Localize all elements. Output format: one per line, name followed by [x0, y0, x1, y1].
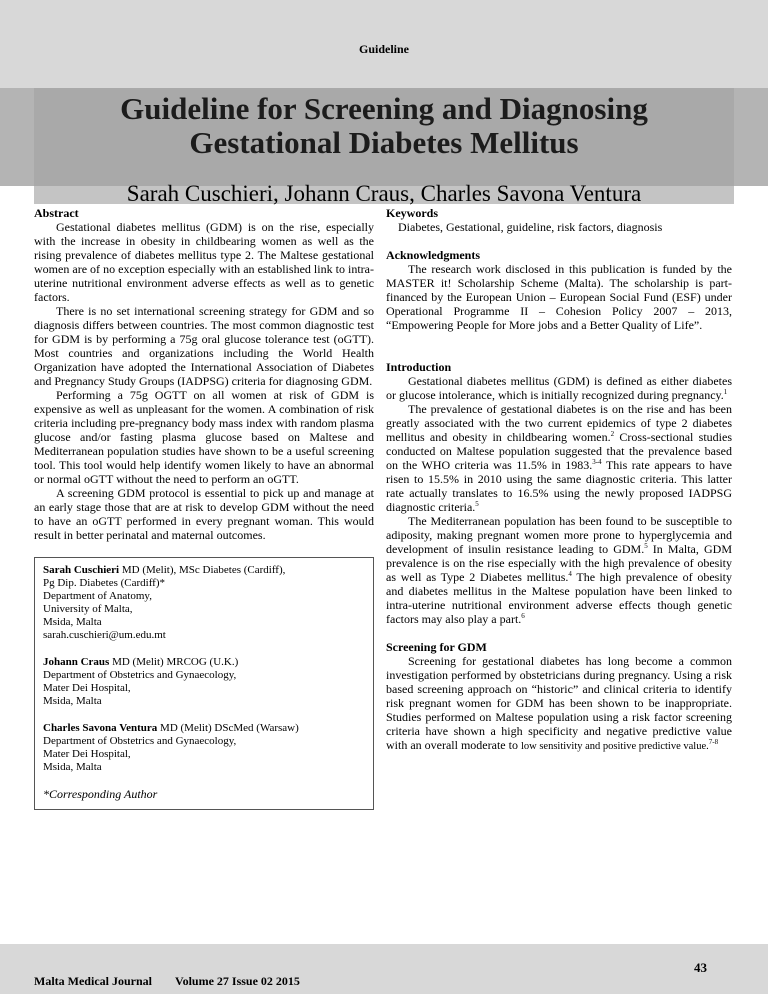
running-header: Guideline [358, 42, 409, 56]
text-run: The prevalence of gestational diabetes is on the rise and has been greatly associated with the two current epidemics of type 2 diabetes mellitus and obesity in childbearing women. [386, 402, 732, 444]
spacer [386, 332, 732, 346]
abstract-paragraph-1: Gestational diabetes mellitus (GDM) is on the rise, especially with the increase in obesity in childbearing women as well as the rising prevalence of diabetes mellitus type 2. The Maltese gestational women are of no exception especially with an established link to intra-uterine nutritional environment adverse effects as well as to genetic factors. [34, 220, 374, 304]
introduction-paragraph-2 [386, 402, 732, 514]
affiliation-line: Msida, Malta [43, 616, 102, 628]
corresponding-author-note: *Corresponding Author [43, 787, 158, 801]
keywords-text: Diabetes, Gestational, guideline, risk factors, diagnosis [398, 220, 663, 234]
author-qualifications: MD (Melit) DScMed (Warsaw) [157, 722, 299, 734]
text-run: The high prevalence of obesity and diabetes mellitus in the Maltese population have been linked to intra-uterine nutritional environment adverse effects though genetic factors may also play a part. [386, 570, 732, 626]
citation: 2 [610, 430, 615, 438]
screening-paragraph-1 [386, 654, 732, 754]
citation: 7-8 [708, 738, 719, 746]
abstract-heading: Abstract [34, 206, 79, 220]
acknowledgments-text: The research work disclosed in this publication is funded by the MASTER it! Scholarship Scheme (Malta). The scholarship is part-financed by the European Union – European Social Fund (ESF) under Operational Programme II – Cohesion Policy 2007 – 2013, “Empowering People for More jobs and a Better Quality of Life”. [386, 262, 732, 332]
affiliation-line: Department of Obstetrics and Gynaecology, [43, 735, 237, 747]
citation: 5 [475, 500, 479, 508]
introduction-paragraph-1 [386, 374, 732, 402]
screening-heading: Screening for GDM [386, 640, 487, 654]
introduction-heading: Introduction [386, 360, 452, 374]
affiliation-line: Msida, Malta [43, 695, 102, 707]
abstract-paragraph-3: Performing a 75g OGTT on all women at risk of GDM is expensive as well as unpleasant for the women. A combination of risk criteria including pre-pregnancy body mass index with random plasma glucose and/or fasting plasma glucose based on Maltese and Mediterranean population studies have shown to be a useful screening tool. This tool would help identify women likely to have an abnormal or normal oGTT without the need to perform an oGTT. [34, 388, 374, 486]
author-qualifications: MD (Melit) MRCOG (U.K.) [109, 656, 239, 668]
author-name: Johann Craus [43, 656, 110, 668]
article-title [34, 92, 734, 160]
author-email: sarah.cuschieri@um.edu.mt [43, 629, 166, 641]
affiliation-line: Pg Dip. Diabetes (Cardiff)* [43, 577, 165, 589]
citation: 6 [521, 612, 525, 620]
author-qualifications: MD (Melit), MSc Diabetes (Cardiff), [119, 564, 286, 576]
journal-volume: Volume 27 Issue 02 2015 [175, 974, 300, 988]
affiliation-line: Department of Obstetrics and Gynaecology, [43, 669, 237, 681]
affiliation-line: Msida, Malta [43, 761, 102, 773]
affiliation-line: University of Malta, [43, 603, 133, 615]
author-name: Sarah Cuschieri [43, 564, 120, 576]
text-run: Cross-sectional studies conducted on Maltese population suggested that the prevalence based on the WHO criteria was 11.5% in 1983. [386, 430, 732, 472]
citation: 3-4 [592, 458, 602, 466]
text-run: In Malta, GDM prevalence is on the rise especially with the high prevalence of obesity as well as Type 2 Diabetes mellitus. [386, 542, 732, 584]
affiliation-line: Mater Dei Hospital, [43, 748, 131, 760]
affiliation-craus [43, 656, 365, 708]
acknowledgments-heading: Acknowledgments [386, 248, 481, 262]
spacer [386, 626, 732, 640]
page-number: 43 [694, 960, 707, 975]
title-line-1: Guideline for Screening and Diagnosing [120, 91, 648, 126]
title-line-2: Gestational Diabetes Mellitus [189, 125, 579, 160]
affiliation-line: Mater Dei Hospital, [43, 682, 131, 694]
keywords-heading: Keywords [386, 206, 438, 220]
text-run: The Mediterranean population has been found to be susceptible to adiposity, making pregnant women more prone to hyperglycemia and development of insulin resistance leading to GDM. [386, 514, 732, 556]
affiliations-box [34, 557, 374, 810]
citation: 4 [568, 570, 572, 578]
affiliation-savona-ventura [43, 722, 365, 774]
abstract-paragraph-2: There is no set international screening strategy for GDM and so diagnosis differs between countries. The most common diagnostic test for GDM is by performing a 75g oral glucose tolerance test (oGTT). Most countries and organizations including the World Health Organization have adopted the International Association of Diabetes and Pregnancy Study Groups (IADPSG) criteria for diagnosing GDM. [34, 304, 374, 388]
author-name: Charles Savona Ventura [43, 722, 158, 734]
text-run: Screening for gestational diabetes has long become a common investigation performed by obstetricians during pregnancy. Using a risk based screening approach on “historic” and clinical criteria to identify risk pregnant women for GDM has been shown to be inappropriate. Studies performed on Maltese population using a risk factor screening criteria have shown a high specificity and negative predictive value with an overall moderate to [386, 654, 732, 752]
spacer [386, 234, 732, 248]
citation: 5 [644, 542, 648, 550]
text-run: This rate appears to have risen to 15.5% in 2010 using the same diagnostic criteria. This latter rate actually translates to 16.5% using the newly proposed IADPSG diagnostic criteria. [386, 458, 732, 514]
journal-name: Malta Medical Journal [34, 974, 152, 988]
abstract-paragraph-4: A screening GDM protocol is essential to pick up and manage at an early stage those that are at risk to develop GDM without the need to have an oGTT performed in every pregnant woman. This would result in better perinatal and maternal outcomes. [34, 486, 374, 542]
spacer [386, 346, 732, 360]
text-run: low sensitivity and positive predictive value. [520, 741, 709, 752]
introduction-paragraph-3 [386, 514, 732, 626]
text-run: Gestational diabetes mellitus (GDM) is defined as either diabetes or glucose intolerance, which is initially recognized during pregnancy. [386, 374, 732, 402]
left-column [34, 206, 374, 810]
author-list: Sarah Cuschieri, Johann Craus, Charles Savona Ventura [126, 181, 642, 206]
right-column [386, 206, 732, 754]
citation: 1 [723, 388, 728, 396]
affiliation-line: Department of Anatomy, [43, 590, 152, 602]
affiliation-cuschieri [43, 564, 365, 642]
